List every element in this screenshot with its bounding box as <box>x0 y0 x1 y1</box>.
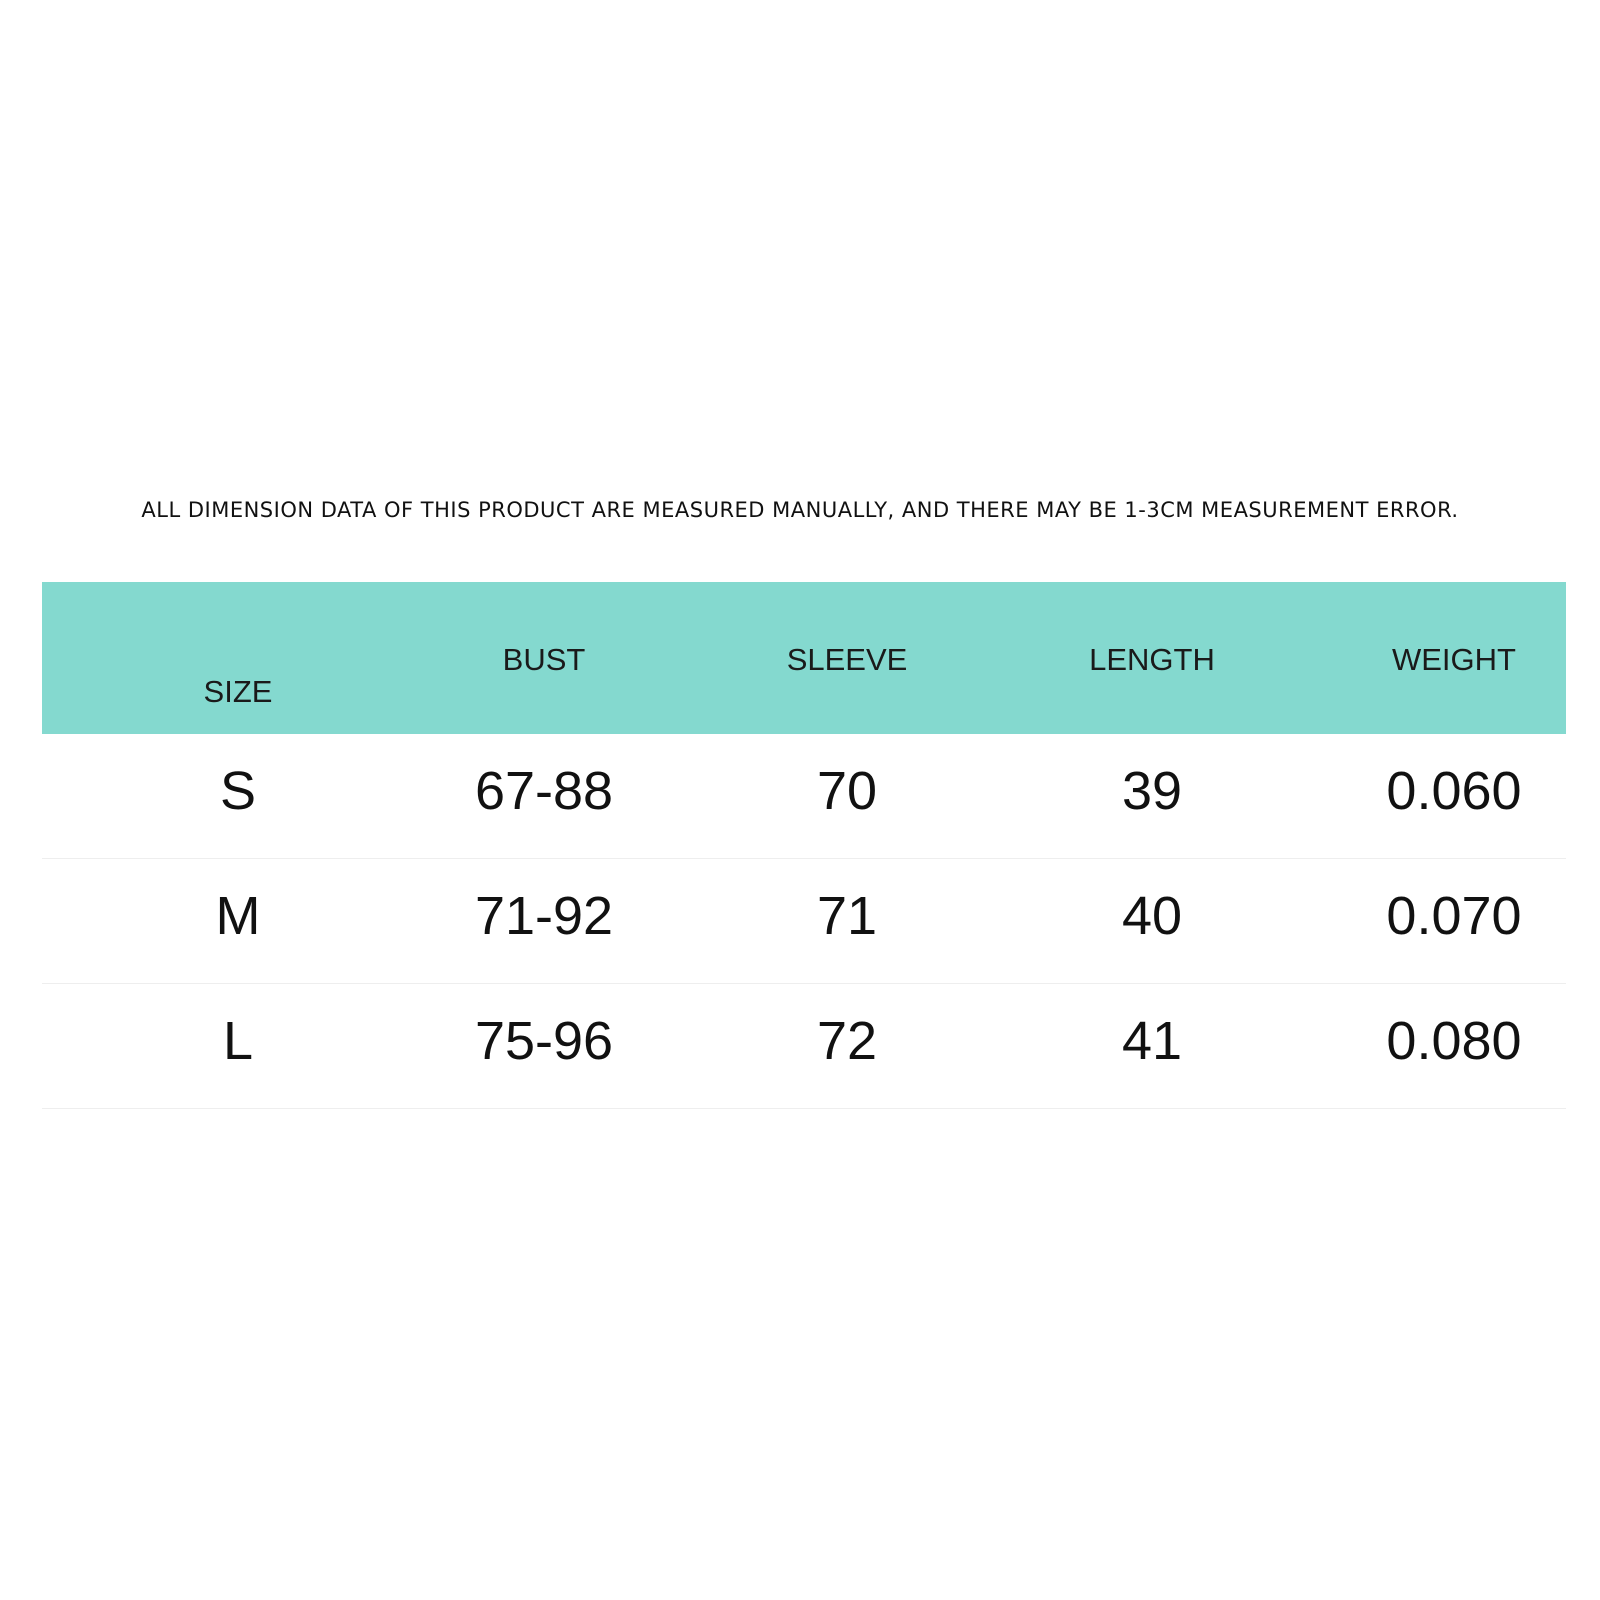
header-size: SIZE <box>203 674 273 709</box>
table-row <box>42 859 1566 984</box>
cell-length: 39 <box>1121 761 1183 821</box>
measurement-notice: ALL DIMENSION DATA OF THIS PRODUCT ARE MEASURED MANUALLY, AND THERE MAY BE 1-3CM MEASUREMENT ERROR. <box>141 498 1459 522</box>
cell-length: 41 <box>1121 1011 1183 1071</box>
cell-size: M <box>215 886 261 946</box>
cell-weight: 0.080 <box>1386 1011 1522 1071</box>
cell-bust: 75-96 <box>474 1011 614 1071</box>
header-sleeve: SLEEVE <box>786 642 908 677</box>
header-weight: WEIGHT <box>1392 642 1516 677</box>
cell-sleeve: 71 <box>816 886 878 946</box>
cell-bust: 71-92 <box>474 886 614 946</box>
cell-bust: 67-88 <box>474 761 614 821</box>
header-bust: BUST <box>502 642 586 677</box>
cell-size: S <box>219 761 257 821</box>
size-chart-table <box>42 582 1566 1109</box>
cell-weight: 0.060 <box>1386 761 1522 821</box>
header-length: LENGTH <box>1089 642 1215 677</box>
table-header <box>42 582 1566 734</box>
table-row <box>42 984 1566 1109</box>
cell-size: L <box>222 1011 254 1071</box>
cell-sleeve: 72 <box>816 1011 878 1071</box>
cell-sleeve: 70 <box>816 761 878 821</box>
cell-length: 40 <box>1121 886 1183 946</box>
table-row <box>42 734 1566 859</box>
cell-weight: 0.070 <box>1386 886 1522 946</box>
